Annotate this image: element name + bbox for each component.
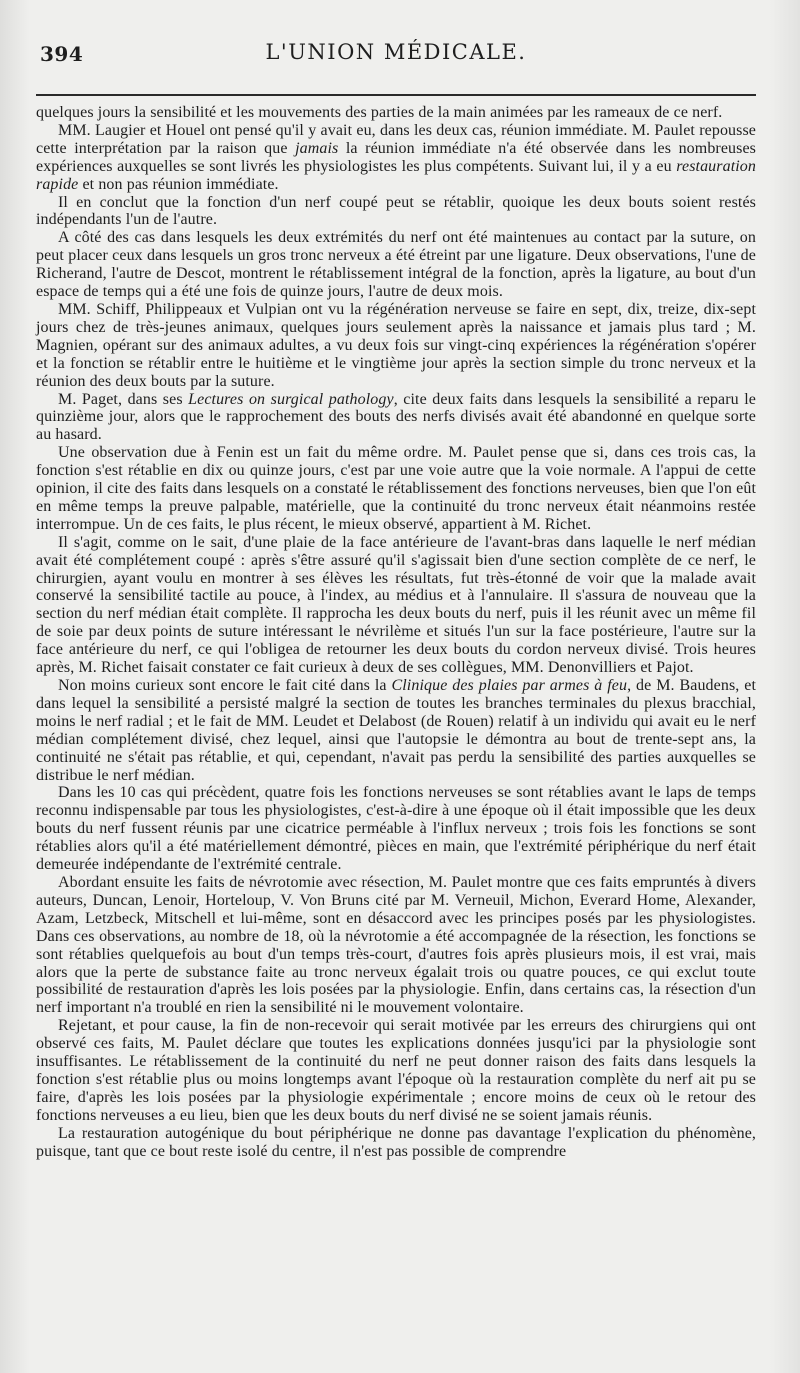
header-rule [36, 94, 756, 96]
paragraph-text: La restauration autogénique du bout périphérique ne donne pas davantage l'explication du phénomène, puisque, tant que ce bout reste isolé du centre, il n'est pas possible de comprendre [36, 1124, 756, 1160]
paragraph-text: Rejetant, et pour cause, la fin de non-recevoir qui serait motivée par les erreurs des chirurgiens qui ont observé ces faits, M. Paulet déclare que toutes les explications données jusqu'ici par la physiologie sont insuffisantes. Le rétablissement de la continuité du nerf ne peut donner raison des faits dans lesquels la fonction s'est rétablie plus ou moins longtemps avant l'époque où la restauration complète du nerf ait pu se faire, d'après les lois posées par la physiologie expérimentale ; encore moins de ceux où le retour des fonctions nerveuses a eu lieu, bien que les deux bouts du nerf divisé ne se soient jamais réunis. [36, 1017, 756, 1124]
paragraph-text: Dans les 10 cas qui précèdent, quatre fois les fonctions nerveuses se sont rétablies avant le laps de temps reconnu indispensable par tous les physiologistes, c'est-à-dire à une époque où il était impossible que les deux bouts du nerf fussent réunis par une cicatrice perméable à l'influx nerveux ; trois fois les fonctions se sont rétablies alors qu'il a été matériellement démontré, pièces en main, que l'extrémité périphérique du nerf était demeurée indépendante de l'extrémité centrale. [36, 784, 756, 874]
paragraph-text: Non moins curieux sont encore le fait cité dans la [58, 677, 392, 694]
paragraph [36, 122, 756, 194]
paragraph-text: A côté des cas dans lesquels les deux extrémités du nerf ont été maintenues au contact par la suture, on peut placer ceux dans lesquels un gros tronc nerveux a été étreint par une ligature. Deux observations, l'une de Richerand, l'autre de Descot, montrent le rétablissement intégral de la fonction, après la ligature, au bout d'un espace de temps qui a été une fois de quinze jours, l'autre de deux mois. [36, 229, 756, 301]
paragraph-text: quelques jours la sensibilité et les mouvements des parties de la main animées par les rameaux de ce nerf. [36, 104, 723, 121]
paragraph [36, 301, 756, 391]
paragraph-text: Une observation due à Fenin est un fait du même ordre. M. Paulet pense que si, dans ces trois cas, la fonction s'est rétablie en dix ou quinze jours, c'est par une voie autre que la voie normale. A l'appui de cette opinion, il cite des faits dans lesquels on a constaté le rétablissement des fonctions nerveuses, bien que l'on eût en même temps la preuve palpable, matérielle, que la continuité du tronc nerveux était néanmoins restée interrompue. Un de ces faits, le plus récent, le mieux observé, appartient à M. Richet. [36, 444, 756, 533]
paragraph [36, 784, 756, 874]
paragraph-text: MM. Laugier et Houel ont pensé qu'il y avait eu, dans les deux cas, réunion immédiate. M. Paulet repousse cette interprétation par la raison que [36, 121, 756, 157]
paragraph [36, 1017, 756, 1124]
paragraph [36, 104, 756, 122]
page-header [36, 36, 756, 72]
paragraph [36, 874, 756, 1017]
italic-text: Lectures on surgical pathology [188, 390, 394, 408]
page-number: 394 [40, 42, 84, 66]
paragraph [36, 1125, 756, 1161]
paragraph-text: Il en conclut que la fonction d'un nerf coupé peut se rétablir, quoique les deux bouts soient restés indépendants l'un de l'autre. [36, 193, 756, 229]
paragraph [36, 194, 756, 230]
paragraph-text: , de M. Baudens, et dans lequel la sensibilité a persisté malgré la section de toutes les branches terminales du plexus bracchial, moins le nerf radial ; et le fait de MM. Leudet et Delabost (de Rouen) relatif à un individu qui avait eu le nerf médian complétement divisé, chez lequel, ainsi que l'autopsie le démontra au bout de trente-sept ans, la continuité ne s'était pas rétablie, et qui, cependant, n'avait pas perdu la sensibilité des parties auxquelles se distribue le nerf médian. [36, 677, 756, 784]
body-text [36, 104, 756, 1160]
paragraph-text: MM. Schiff, Philippeaux et Vulpian ont vu la régénération nerveuse se faire en sept, dix, treize, dix-sept jours chez de très-jeunes animaux, quelques jours seulement après la naissance et jamais plus tard ; M. Magnien, opérant sur des animaux adultes, a vu deux fois sur vingt-cinq expériences la régénération s'opérer et la fonction se rétablir entre le huitième et le vingtième jour après la section simple du tronc nerveux et la réunion des deux bouts par la suture. [36, 300, 756, 390]
paragraph-text: la réunion immédiate n'a été observée dans les nombreuses expériences auxquelles se sont livrés les physiologistes les plus compétents. Suivant lui, il y a eu [36, 139, 757, 175]
paragraph-text: et non pas réunion immédiate. [78, 175, 279, 193]
running-title: L'UNION MÉDICALE. [265, 40, 527, 64]
paragraph-text: M. Paget, dans ses [58, 390, 189, 408]
paragraph [36, 391, 756, 445]
paragraph [36, 677, 756, 784]
paragraph-text: Abordant ensuite les faits de névrotomie avec résection, M. Paulet montre que ces faits empruntés à divers auteurs, Duncan, Lenoir, Horteloup, V. Von Bruns cité par M. Verneuil, Michon, Everard Home, Alexander, Azam, Letzbeck, Mitschell et lui-même, sont en désaccord avec les principes posés par les physiologistes. Dans ces observations, au nombre de 18, où la névrotomie a été accompagnée de la résection, les fonctions se sont rétablies quelquefois au bout d'un temps très-court, d'autres fois après plusieurs mois, il est vrai, mais alors que la perte de substance faite au tronc nerveux égalait trois ou quatre pouces, ce qui exclut toute possibilité de restauration d'après les lois posées par la physiologie. Enfin, dans certains cas, la résection d'un nerf important n'a troublé en rien la sensibilité ni le mouvement volontaire. [36, 873, 756, 1017]
italic-text: jamais [295, 139, 339, 157]
paragraph [36, 444, 756, 534]
paragraph [36, 229, 756, 301]
paragraph [36, 534, 756, 677]
italic-text: restauration rapide [36, 157, 756, 193]
italic-text: Clinique des plaies par armes à feu [391, 677, 628, 694]
paragraph-text: Il s'agit, comme on le sait, d'une plaie de la face antérieure de l'avant-bras dans laquelle le nerf médian avait été complétement coupé : après s'être assuré qu'il s'agissait bien d'une section complète de ce nerf, le chirurgien, ayant voulu en montrer à ses élèves les résultats, fut très-étonné de voir que la malade avait conservé la sensibilité tactile au pouce, à l'index, au médius et à l'annulaire. Il s'assura de nouveau que la section du nerf médian était complète. Il rapprocha les deux bouts du nerf, puis il les réunit avec un même fil de soie par deux points de suture intéressant le névrilème et situés l'un sur la face postérieure, l'autre sur la face antérieure du nerf, ce qui l'obligea de retourner les deux bouts du cordon nerveux divisé. Trois heures après, M. Richet faisait constater ce fait curieux à deux de ses collègues, MM. Denonvilliers et Pajot. [36, 533, 756, 677]
paragraph-text: , cite deux faits dans lesquels la sensibilité a reparu le quinzième jour, alors que le rapprochement des bouts des nerfs divisés avait été abandonné en quelque sorte au hasard. [36, 390, 756, 444]
